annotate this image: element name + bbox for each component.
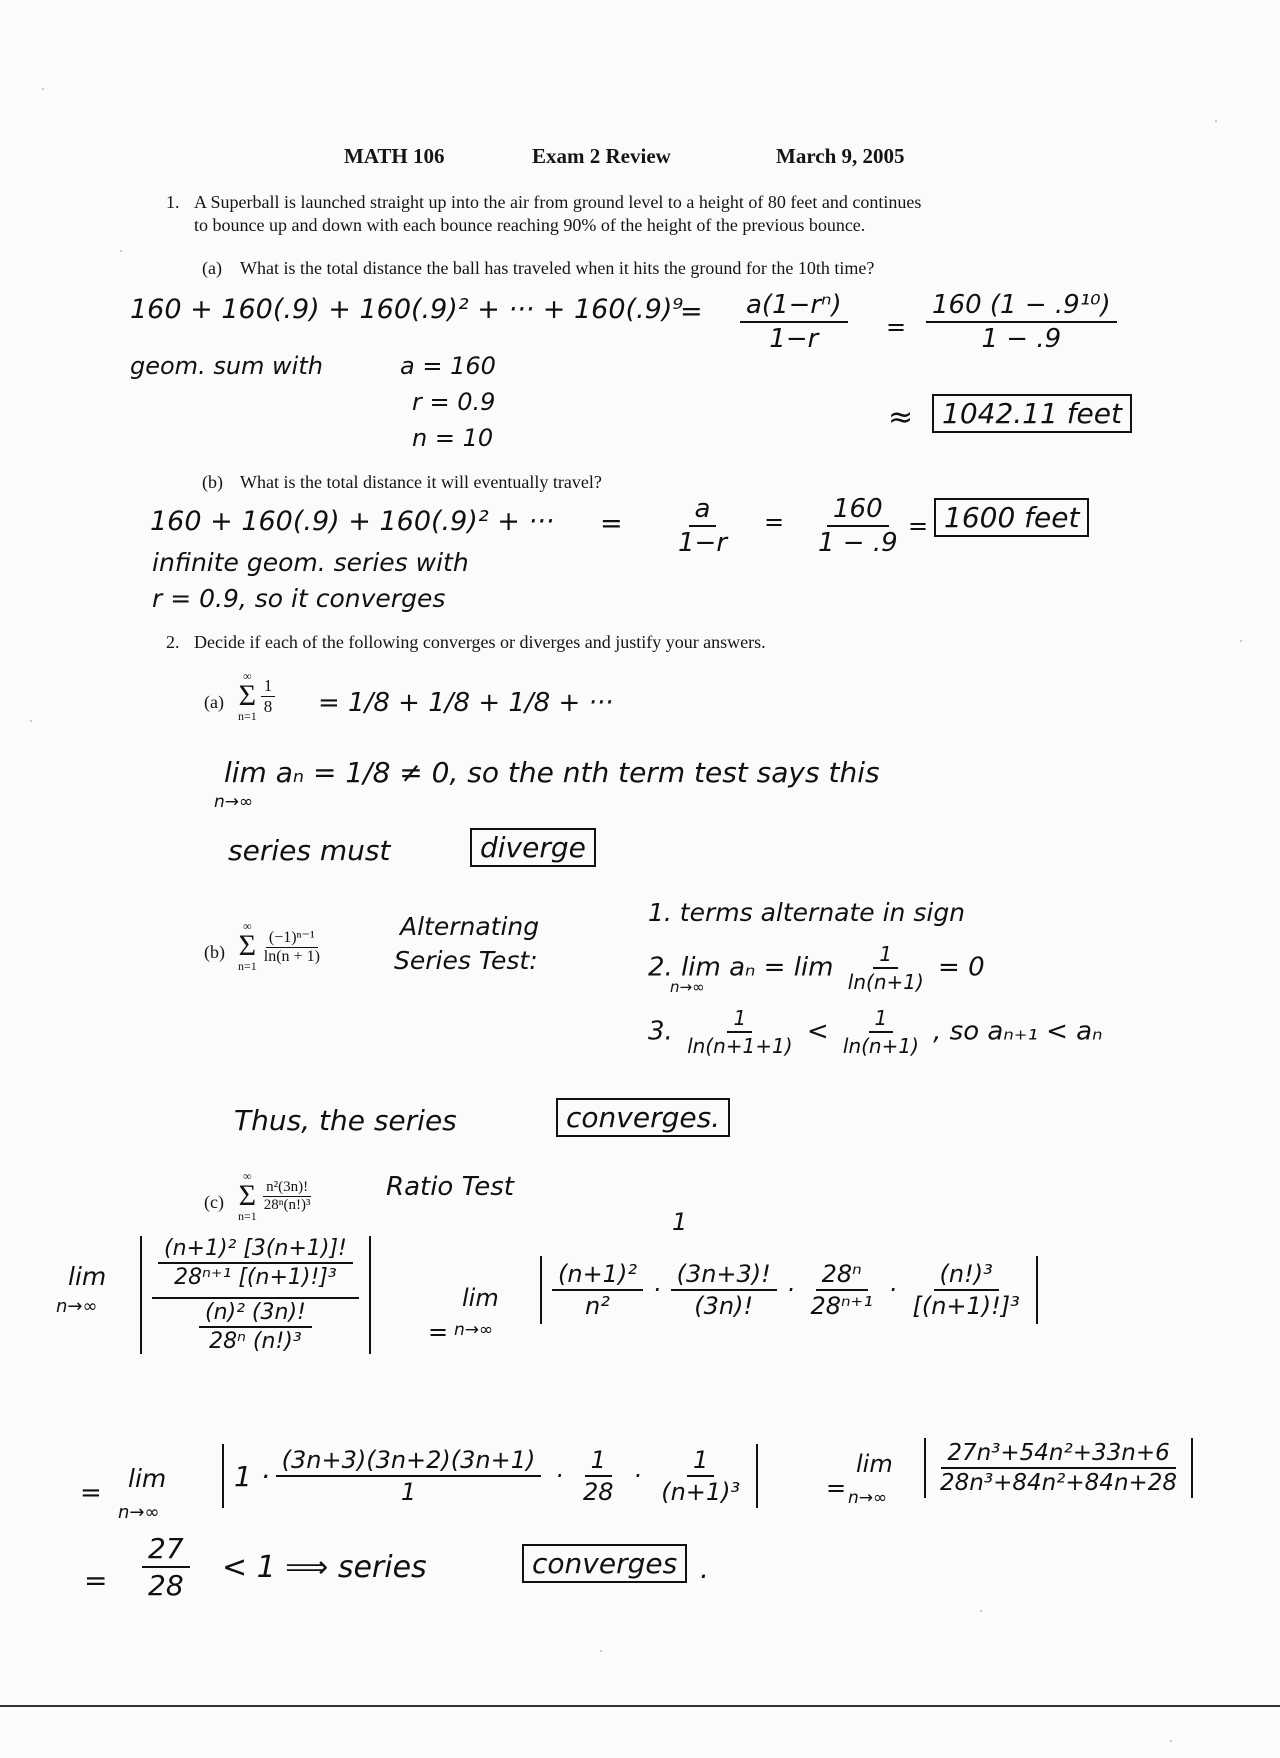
q2a-sum-upper: ∞: [243, 669, 252, 683]
q2c-bot-num: (n)² (3n)!: [199, 1300, 312, 1328]
q2c-lim-sub-2: n→∞: [454, 1320, 494, 1340]
q2c-l3-num: 27: [142, 1532, 190, 1568]
q2c-r2-den: (3n)!: [694, 1292, 754, 1320]
q1b-formula-den: 1−r: [678, 528, 728, 558]
exam-date: March 9, 2005: [776, 144, 905, 168]
q2c-r4-num: (n!)³: [934, 1260, 999, 1291]
q2c-lim-4: lim: [856, 1450, 893, 1478]
q1a-value-den: 1 − .9: [981, 324, 1062, 354]
q2c-l3-den: 28: [148, 1569, 184, 1602]
q2b-test-name-1: Alternating: [400, 912, 540, 941]
q2c-l2-f2-den: 28: [583, 1478, 614, 1506]
q2c-dot-5: ·: [633, 1462, 642, 1490]
q1a-a-value: a = 160: [400, 352, 496, 380]
q2b-step-3: [648, 1006, 1102, 1058]
q1b-question: What is the total distance it will eventually travel?: [240, 472, 602, 492]
q2c-line3-equals: =: [84, 1564, 108, 1597]
q2b-test-name-2: Series Test:: [394, 946, 538, 975]
q2b-step2-pre: 2. lim aₙ =: [648, 952, 786, 983]
q2c-line3-text: < 1 ⟹ series: [222, 1550, 427, 1585]
q2b-answer: converges.: [556, 1098, 730, 1137]
q2b-step2-sub: n→∞: [670, 978, 705, 996]
q1b-note-1: infinite geom. series with: [152, 548, 469, 577]
q1a-n-value: n = 10: [412, 424, 494, 452]
q2c-ratio-terms: [540, 1256, 1038, 1324]
q1a-approx: ≈: [888, 400, 914, 435]
q2c-bot-den: 28ⁿ (n!)³: [209, 1329, 302, 1354]
q1a-question: What is the total distance the ball has traveled when it hits the ground for the 10th time?: [240, 258, 875, 278]
q2c-line2-expr: [222, 1444, 758, 1508]
q2a-series: [238, 670, 275, 722]
q2c-l2-big-num: 27n³+54n²+33n+6: [941, 1440, 1175, 1469]
q2b-step3-post: , so aₙ₊₁ < aₙ: [933, 1016, 1103, 1047]
q2c-r1-note: 1: [672, 1208, 688, 1236]
q2c-sum-lower: n=1: [238, 1209, 257, 1223]
q2a-lim-sub: n→∞: [214, 792, 254, 812]
q2c-l2-big-den: 28n³+84n²+84n+28: [940, 1470, 1178, 1496]
q1b-value-num: 160: [827, 494, 889, 527]
q2c-line2-equals-2: =: [826, 1474, 847, 1502]
q2b-label: (b): [204, 942, 225, 962]
q2a-reason-1: lim aₙ = 1/8 ≠ 0, so the nth term test says this: [224, 756, 880, 789]
q2c-answer: converges: [522, 1544, 687, 1583]
q2b-step2-post: = 0: [938, 952, 985, 983]
q2c-term-den: 28ⁿ(n!)³: [263, 1196, 311, 1213]
q1a-formula-num: a(1−rⁿ): [740, 290, 848, 323]
q2b-series: [238, 920, 323, 972]
q2b-conclusion: Thus, the series: [234, 1104, 457, 1137]
q1-text-line2: to bounce up and down with each bounce reaching 90% of the height of the previous bounce.: [194, 215, 866, 235]
q2c-test-name: Ratio Test: [386, 1172, 514, 1202]
q1a-r-value: r = 0.9: [412, 388, 496, 416]
q2b-step-1: 1. terms alternate in sign: [648, 898, 966, 927]
q2b-step3-pre: 3.: [648, 1016, 673, 1047]
q2c-l2-f2-num: 1: [585, 1446, 612, 1477]
q2c-line2-one: 1 ·: [234, 1459, 270, 1493]
q2-number: 2.: [166, 632, 180, 652]
page-title: Exam 2 Review: [532, 144, 671, 168]
q2b-step3-lt: <: [806, 1016, 829, 1047]
q2c-l2-f3-num: 1: [687, 1446, 714, 1477]
q1b-label: (b): [202, 472, 223, 492]
q1a-formula-den: 1−r: [769, 324, 819, 354]
q2-text: Decide if each of the following converges or diverges and justify your answers.: [194, 632, 766, 652]
q2b-step2-den: ln(n+1): [847, 970, 924, 994]
q2a-sum-lower: n=1: [238, 709, 257, 723]
q2c-top-den: 28ⁿ⁺¹ [(n+1)!]³: [174, 1265, 337, 1290]
q2c-r3-num: 28ⁿ: [816, 1260, 868, 1291]
q1-text-line1: A Superball is launched straight up into the air from ground level to a height of 80 feet and continues: [194, 192, 922, 212]
q2b-step3-den1: ln(n+1+1): [687, 1034, 793, 1058]
q2c-lim-sub-1: n→∞: [56, 1296, 98, 1317]
q2c-period: .: [700, 1552, 709, 1585]
q1b-equals-3: =: [908, 512, 929, 540]
q2c-l2-f3-den: (n+1)³: [661, 1478, 741, 1506]
q2c-equals-1: =: [428, 1318, 449, 1346]
q1a-geom-label: geom. sum with: [130, 352, 323, 380]
q1a-value: [926, 290, 1117, 354]
q1b-value: [812, 494, 904, 558]
q1b-formula: [672, 494, 733, 558]
q2c-lim-sub-3: n→∞: [118, 1502, 160, 1523]
q2c-r1-num: (n+1)²: [552, 1260, 643, 1291]
q2c-dot-3: ·: [888, 1276, 897, 1304]
q1b-formula-num: a: [689, 494, 717, 527]
q2b-step2-lim: lim: [793, 952, 834, 983]
q2c-series: [238, 1170, 314, 1222]
q2a-term-den: 8: [263, 696, 273, 716]
q2b-sum-lower: n=1: [238, 959, 257, 973]
q2c-lim-sub-4: n→∞: [848, 1488, 888, 1508]
q1b-answer: 1600 feet: [934, 498, 1089, 537]
q1a-formula: [740, 290, 848, 354]
q2b-step3-num1: 1: [727, 1006, 752, 1033]
q2a-answer: diverge: [470, 828, 596, 867]
q2a-term-num: 1: [261, 676, 276, 697]
q1b-value-den: 1 − .9: [818, 528, 898, 558]
q1a-value-num: 160 (1 − .9¹⁰): [926, 290, 1117, 323]
q2b-step2-num: 1: [873, 942, 898, 969]
q2b-sum-upper: ∞: [243, 919, 252, 933]
q1a-answer: 1042.11 feet: [932, 394, 1132, 433]
q2c-r2-num: (3n+3)!: [671, 1260, 777, 1291]
q1b-equals-2: =: [764, 508, 785, 536]
q2c-dot-1: ·: [652, 1276, 661, 1304]
q2c-r4-den: [(n+1)!]³: [912, 1292, 1020, 1320]
q2c-l2-den: 1: [400, 1478, 417, 1506]
q2b-term-num: (−1)ⁿ⁻¹: [266, 927, 318, 948]
q2c-line2-big: [924, 1438, 1193, 1498]
q2c-dot-4: ·: [555, 1462, 564, 1490]
q1a-equals-2: =: [886, 313, 907, 341]
q2a-reason-2: series must: [228, 834, 391, 867]
course-name: MATH 106: [344, 144, 445, 168]
q2b-step3-num2: 1: [869, 1006, 894, 1033]
q2c-dot-2: ·: [786, 1276, 795, 1304]
q2a-label: (a): [204, 692, 224, 712]
q2c-r3-den: 28ⁿ⁺¹: [810, 1292, 873, 1320]
q2c-sigma: Σ: [238, 1179, 257, 1212]
q2c-line2-equals: =: [80, 1478, 102, 1508]
q2c-lim-2: lim: [462, 1284, 499, 1312]
q2c-lim-3: lim: [128, 1464, 167, 1493]
q2c-sum-upper: ∞: [243, 1169, 252, 1183]
q2c-line3-frac: [142, 1532, 190, 1602]
q2c-term-num: n²(3n)!: [263, 1179, 311, 1197]
q2c-lim-1: lim: [68, 1262, 107, 1291]
q1a-sum: 160 + 160(.9) + 160(.9)² + ··· + 160(.9)⁹: [130, 294, 684, 325]
q2c-label: (c): [204, 1192, 224, 1212]
q2b-term-den: ln(n + 1): [263, 947, 320, 965]
page-bottom-rule: [0, 1705, 1280, 1707]
q1b-equals-1: =: [600, 508, 623, 539]
q2a-expansion: = 1/8 + 1/8 + 1/8 + ···: [318, 688, 614, 718]
q2b-step3-den2: ln(n+1): [842, 1034, 919, 1058]
q2a-sigma: Σ: [238, 679, 257, 712]
q1b-note-2: r = 0.9, so it converges: [152, 584, 446, 613]
q2c-ratio-compound: [140, 1236, 371, 1354]
q1a-equals-1: =: [680, 296, 703, 327]
q1-number: 1.: [166, 192, 180, 212]
q1b-sum: 160 + 160(.9) + 160(.9)² + ···: [150, 506, 555, 537]
q2c-top-num: (n+1)² [3(n+1)]!: [158, 1236, 353, 1264]
q2c-r1-den: n²: [585, 1292, 610, 1320]
q1a-label: (a): [202, 258, 222, 278]
q2c-l2-num: (3n+3)(3n+2)(3n+1): [276, 1446, 542, 1477]
q2b-sigma: Σ: [238, 929, 257, 962]
